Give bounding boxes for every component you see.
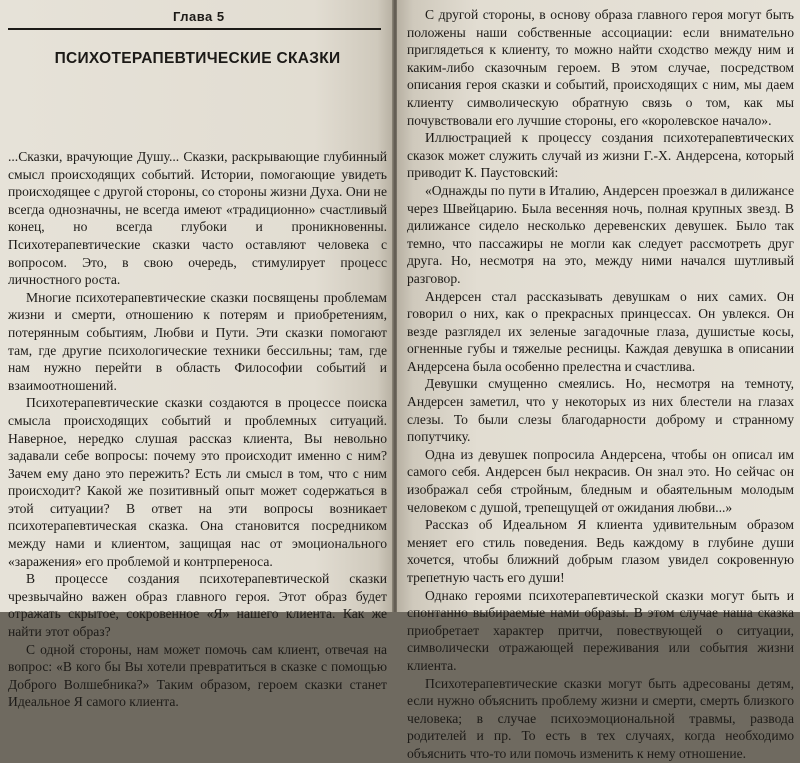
paragraph: С одной стороны, нам может помочь сам клиент, отвечая на вопрос: «В кого бы Вы хотели превратиться в сказке с помощью Доброго Волшебника?» Таким образом, героем сказки станет Идеальное Я самого клиента. — [8, 641, 387, 710]
paragraph: Многие психотерапевтические сказки посвящены проблемам жизни и смерти, отношению к потерям и приобретениям, потерянным событиям, Любви и Пути. Эти сказки помогают там, где другие психологические техники бессильны; там, где нам нужно перейти в область Философии событий и взаимоотношений. — [8, 289, 387, 393]
paragraph: С другой стороны, в основу образа главного героя могут быть положены наши собственные ассоциации: если внимательно приглядеться к клиенту, то можно найти сходство между ним и каким-либо сказочным героем. В этом случае, посредством описания героя сказки и событий, происходящих с ним, мы даем клиенту символическую обратную связь о том, как мы почувствовали его лучшие стороны, его «королевское начало». — [407, 7, 794, 128]
running-head: Глава 5 — [173, 9, 225, 24]
paragraph: Психотерапевтические сказки могут быть адресованы детям, если нужно объяснить проблему жизни и смерти, смерть близкого человека; в случае психоэмоциональной травмы, развода родителей и пр. То есть в тех случаях, когда необходимо объяснить что-то или помочь изменить к нему отношение. — [407, 675, 794, 761]
paragraph: В процессе создания психотерапевтической сказки чрезвычайно важен образ главного героя. Этот образ будет отражать скрытое, сокровенное «Я» нашего клиента. Как же найти этот образ? — [8, 571, 387, 640]
paragraph: ...Сказки, врачующие Душу... Сказки, раскрывающие глубинный смысл происходящих событий. Истории, помогающие увидеть происходящее с другой стороны, со стороны жизни Духа. Они не всегда однозначны, не всегда имеют «традиционно» счастливый конец, но всегда глубоки и проникновенны. Психотерапевтические сказки часто оставляют человека с вопросом. Это, в свою очередь, стимулирует процесс личностного роста. — [8, 149, 387, 288]
paragraph: Однако героями психотерапевтической сказки могут быть и спонтанно выбираемые нами образы. В этом случае наша сказка приобретает характер притчи, повествующей о ситуации, символически отражающей переживания или события жизни клиента. — [407, 587, 794, 673]
paragraph: Иллюстрацией к процессу создания психотерапевтических сказок может служить случай из жизни Г.-Х. Андерсена, который приводит К. Паустовский: — [407, 130, 794, 181]
header-rule — [8, 28, 381, 30]
left-page — [0, 0, 393, 710]
paragraph: Психотерапевтические сказки создаются в процессе поиска смысла происходящих событий и проблемных ситуаций. Наверное, нередко слушая рассказ клиента, Вы невольно задавали себе вопросы: почему это происходит именно с ним? Зачем ему дано это пережить? Есть ли смысл в том, что с ним происходит? Какой же позитивный опыт может содержаться в этой ситуации? В ответ на эти вопросы возникает психотерапевтическая сказка. Она становится посредником между нами и клиентом, защищая нас от эмоционального «заражения» его проблемой и контрпереноса. — [8, 395, 387, 569]
chapter-title: ПСИХОТЕРАПЕВТИЧЕСКИЕ СКАЗКИ — [54, 50, 341, 67]
right-page — [397, 0, 800, 761]
title-spacer — [8, 74, 387, 148]
paragraph: Рассказ об Идеальном Я клиента удивительным образом меняет его стиль поведения. Ведь каждому в глубине души хочется, чтобы ближний добрым глазом увидел сокровенную трепетную часть его души! — [407, 517, 794, 585]
quote-paragraph: Девушки смущенно смеялись. Но, несмотря на темноту, Андерсен заметил, что у некоторых из них блестели на глазах слезы. То были слезы благодарности доброму и странному попутчику. — [407, 376, 794, 445]
quote-paragraph: Одна из девушек попросила Андерсена, чтобы он описал им самого себя. Андерсен был некрасив. Он знал это. Но сейчас он изображал себя стройным, бледным и обаятельным молодым человеком с душой, трепещущей от ожидания любви...» — [407, 446, 794, 515]
quote-paragraph: «Однажды по пути в Италию, Андерсен проезжал в дилижансе через Швейцарию. Была весенняя ночь, полная крупных звезд. В дилижансе сидело несколько деревенских девушек. Было так темно, что пассажиры не могли как следует рассмотреть друг друга. Но, несмотря на это, между ними начался шутливый разговор. — [407, 182, 794, 286]
quote-paragraph: Андерсен стал рассказывать девушкам о них самих. Он говорил о них, как о прекрасных принцессах. Он увлекся. Он везде разглядел их зеленые загадочные глаза, душистые косы, огненные губы и тяжелые ресницы. Каждая девушка в описании Андерсена была особенно прелестна и счастлива. — [407, 288, 794, 374]
